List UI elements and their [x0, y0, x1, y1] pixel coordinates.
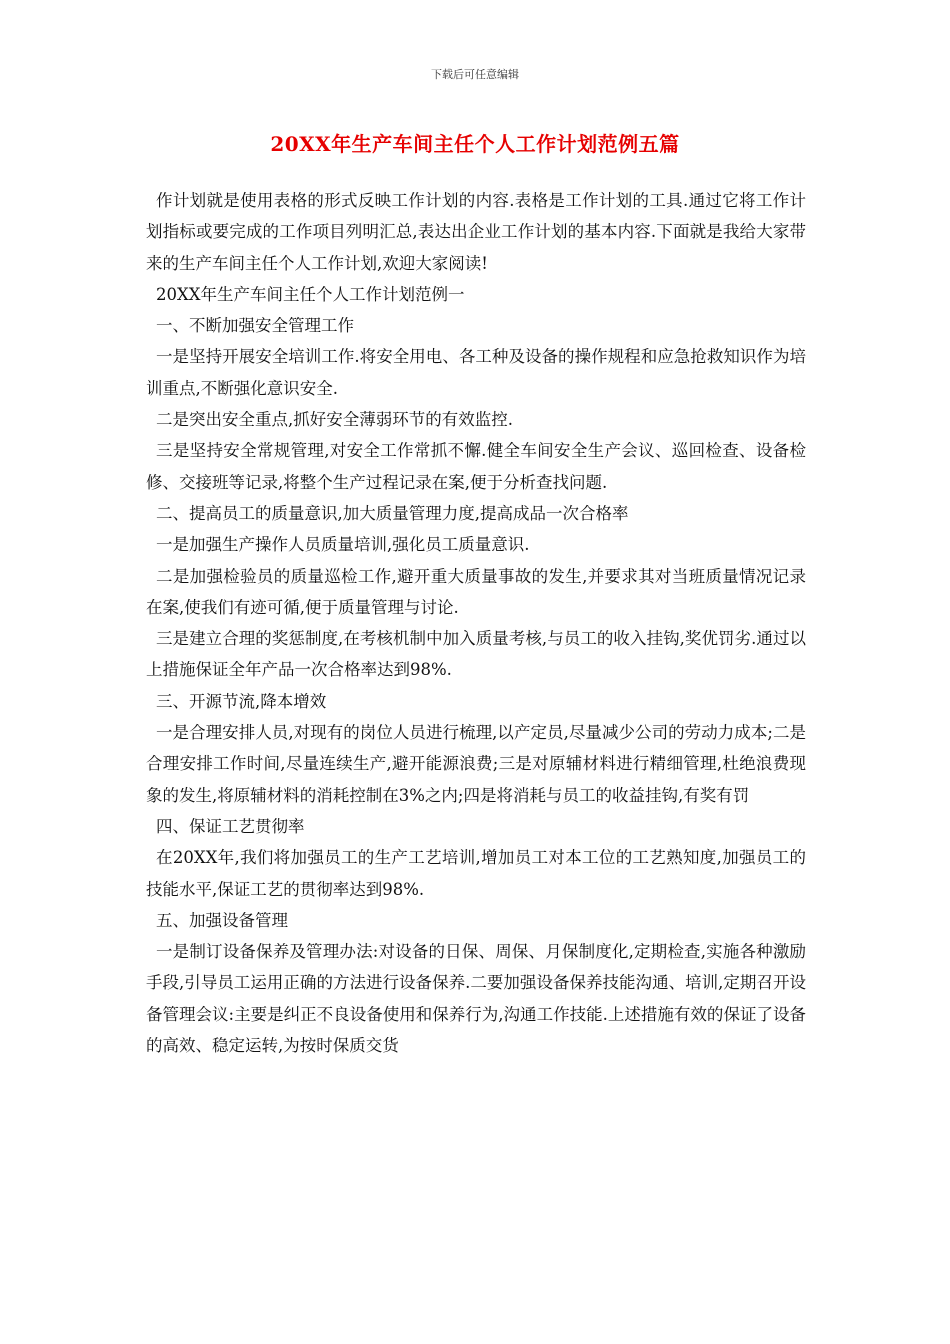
section-heading-2: 二、提高员工的质量意识,加大质量管理力度,提高成品一次合格率 [156, 503, 629, 523]
header-note: 下载后可任意编辑 [431, 68, 519, 81]
paragraph: 在20XX年,我们将加强员工的生产工艺培训,增加员工对本工位的工艺熟知度,加强员工的技能水平,保证工艺的贯彻率达到98%. [146, 848, 806, 899]
paragraph: 二是突出安全重点,抓好安全薄弱环节的有效监控. [156, 410, 513, 430]
paragraph: 一是合理安排人员,对现有的岗位人员进行梳理,以产定员,尽量减少公司的劳动力成本;二是合理安排工作时间,尽量连续生产,避开能源浪费;三是对原辅材料进行精细管理,杜绝浪费现象的发生,将原辅材料的消耗控制在3%之内;四是将消耗与员工的收益挂钩,有奖有罚 [146, 723, 806, 805]
section-heading-3: 三、开源节流,降本增效 [156, 691, 327, 711]
paragraph: 一是加强生产操作人员质量培训,强化员工质量意识. [156, 535, 530, 555]
paragraph-intro: 作计划就是使用表格的形式反映工作计划的内容.表格是工作计划的工具.通过它将工作计划指标或要完成的工作项目列明汇总,表达出企业工作计划的基本内容.下面就是我给大家带来的生产车间主任个人工作计划,欢迎大家阅读! [146, 191, 806, 273]
paragraph: 一是坚持开展安全培训工作.将安全用电、各工种及设备的操作规程和应急抢救知识作为培训重点,不断强化意识安全. [146, 347, 806, 398]
document-title: 20XX年生产车间主任个人工作计划范例五篇 [270, 132, 680, 156]
paragraph: 二是加强检验员的质量巡检工作,避开重大质量事故的发生,并要求其对当班质量情况记录在案,使我们有迹可循,便于质量管理与讨论. [146, 566, 806, 617]
section-heading-5: 五、加强设备管理 [156, 910, 288, 930]
paragraph: 一是制订设备保养及管理办法:对设备的日保、周保、月保制度化,定期检查,实施各种激励手段,引导员工运用正确的方法进行设备保养.二要加强设备保养技能沟通、培训,定期召开设备管理会议:主要是纠正不良设备使用和保养行为,沟通工作技能.上述措施有效的保证了设备的高效、稳定运转,为按时保质交货 [146, 942, 806, 1056]
paragraph-example-heading: 20XX年生产车间主任个人工作计划范例一 [156, 284, 465, 304]
section-heading-1: 一、不断加强安全管理工作 [156, 316, 354, 336]
paragraph: 三是建立合理的奖惩制度,在考核机制中加入质量考核,与员工的收入挂钩,奖优罚劣.通过以上措施保证全年产品一次合格率达到98%. [146, 629, 806, 680]
paragraph: 三是坚持安全常规管理,对安全工作常抓不懈.健全车间安全生产会议、巡回检查、设备检修、交接班等记录,将整个生产过程记录在案,便于分析查找问题. [146, 441, 806, 492]
document-body [146, 185, 806, 1061]
section-heading-4: 四、保证工艺贯彻率 [156, 816, 305, 836]
